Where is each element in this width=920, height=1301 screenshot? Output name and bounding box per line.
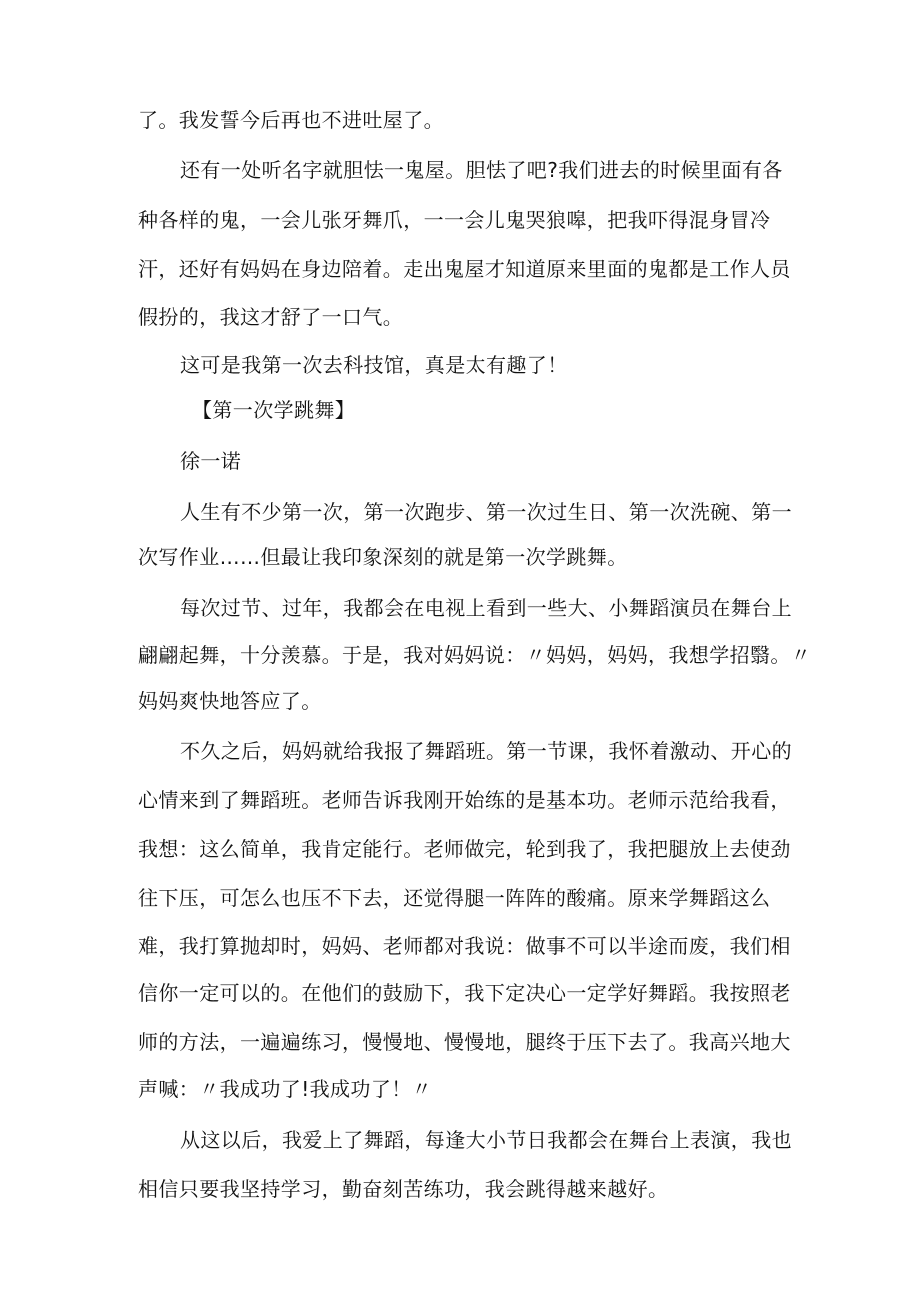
paragraph-start: 这可是我第一次去科技馆，真是太有趣了！ xyxy=(180,353,568,377)
paragraph-start: 每次过节、过年，我都会在电视上看到一些大、小舞蹈演员在舞台上 xyxy=(180,596,792,620)
text-line: 种各样的鬼，一会儿张牙舞爪，一一会儿鬼哭狼嗥，把我吓得混身冒冷 xyxy=(138,208,771,232)
text-line: 妈妈爽快地答应了。 xyxy=(138,689,322,713)
text-line: 信你一定可以的。在他们的鼓励下，我下定决心一定学好舞蹈。我按照老 xyxy=(138,981,791,1005)
text-line: 假扮的，我这才舒了一口气。 xyxy=(138,305,404,329)
text-line: 翩翩起舞，十分羡慕。于是，我对妈妈说：〃妈妈，妈妈，我想学招翳。〃 xyxy=(138,643,812,667)
author-name: 徐一诺 xyxy=(180,449,242,473)
text-line: 我想：这么简单，我肯定能行。老师做完，轮到我了，我把腿放上去使劲 xyxy=(138,837,791,861)
paragraph-start: 不久之后，妈妈就给我报了舞蹈班。第一节课，我怀着激动、开心的 xyxy=(180,739,792,763)
text-line: 声喊：〃我成功了!我成功了！〃 xyxy=(138,1077,433,1101)
text-line: 汗，还好有妈妈在身边陪着。走出鬼屋才知道原来里面的鬼都是工作人员 xyxy=(138,257,791,281)
text-line: 师的方法，一遍遍练习，慢慢地、慢慢地，腿终于压下去了。我高兴地大 xyxy=(138,1030,791,1054)
text-line: 心情来到了舞蹈班。老师告诉我刚开始练的是基本功。老师示范给我看， xyxy=(138,788,791,812)
paragraph-start: 人生有不少第一次，第一次跑步、第一次过生日、第一次洗碗、第一 xyxy=(180,500,792,524)
essay-title: 【第一次学跳舞】 xyxy=(192,398,356,422)
text-line: 相信只要我坚持学习，勤奋刻苦练功，我会跳得越来越好。 xyxy=(138,1177,669,1201)
text-line: 难，我打算抛却时，妈妈、老师都对我说：做事不可以半途而废，我们相 xyxy=(138,934,791,958)
text-line: 往下压，可怎么也压不下去，还觉得腿一阵阵的酸痛。原来学舞蹈这么 xyxy=(138,886,771,910)
paragraph-start: 从这以后，我爱上了舞蹈，每逢大小节日我都会在舞台上表演，我也 xyxy=(180,1128,792,1152)
text-line: 次写作业……但最让我印象深刻的就是第一次学跳舞。 xyxy=(138,545,628,569)
paragraph-start: 还有一处听名字就胆怯一鬼屋。胆怯了吧?我们进去的时候里面有各 xyxy=(180,158,783,182)
text-line: 了。我发誓今后再也不进吐屋了。 xyxy=(138,108,444,132)
